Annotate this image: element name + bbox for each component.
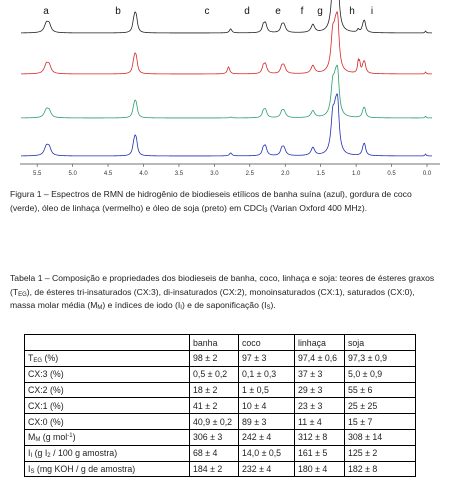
spectrum-traces (21, 0, 432, 156)
x-axis-tick-label: 5.0 (68, 171, 77, 177)
peak-label-a: a (43, 6, 49, 17)
header-cell-empty (25, 335, 190, 351)
peak-label-e: e (275, 6, 281, 17)
x-axis-tick-label: 2.0 (281, 171, 290, 177)
cell-value: 5,0 ± 0,9 (345, 366, 416, 382)
x-axis-tick-label: 3.5 (174, 171, 184, 177)
row-label: $T_{EG}$ (%) (25, 351, 190, 367)
table-row (25, 445, 416, 461)
cell-value: 308 ± 14 (345, 429, 416, 445)
cell-value: 1 ± 0,5 (239, 382, 295, 398)
x-axis-tick-label: 5.5 (33, 171, 42, 177)
peak-labels (43, 6, 373, 17)
cell-value: 14,0 ± 0,5 (239, 445, 295, 461)
cell-value: 40,9 ± 0,2 (190, 414, 239, 430)
peak-label-i: i (370, 6, 374, 17)
cell-value: 55 ± 6 (345, 382, 416, 398)
cell-value: 125 ± 2 (345, 445, 416, 461)
row-label: CX:0 (%) (25, 414, 190, 430)
header-cell-coco: coco (239, 335, 295, 351)
x-axis-tick-label: 3.0 (210, 171, 219, 177)
table-row (25, 366, 416, 382)
peak-label-h: h (349, 6, 355, 17)
cell-value: 180 ± 4 (295, 461, 345, 477)
spectrum-trace-red (21, 12, 432, 74)
composition-table (24, 334, 416, 477)
cell-value: 184 ± 2 (190, 461, 239, 477)
peak-label-d: d (244, 6, 250, 17)
cell-value: 15 ± 7 (345, 414, 416, 430)
table-row (25, 398, 416, 414)
cell-value: 312 ± 8 (295, 429, 345, 445)
cell-value: 98 ± 2 (190, 351, 239, 367)
table-row (25, 461, 416, 477)
cell-value: 161 ± 5 (295, 445, 345, 461)
x-axis-tick-label: 1.5 (316, 171, 325, 177)
table-row (25, 414, 416, 430)
row-label: $I_I$ (g $I_2 / 100$ g amostra) (25, 445, 190, 461)
table-row (25, 429, 416, 445)
table-row (25, 382, 416, 398)
row-label: CX:3 (%) (25, 366, 190, 382)
x-axis-tick-label: 0.0 (422, 171, 432, 177)
x-axis-tick-label: 2.5 (245, 171, 254, 177)
spectrum-trace-blue (21, 94, 432, 156)
cell-value: 242 ± 4 (239, 429, 295, 445)
peak-label-g: g (317, 6, 323, 17)
cell-value: 232 ± 4 (239, 461, 295, 477)
table-header-row (25, 335, 416, 351)
x-axis-tick-label: 1.0 (351, 171, 361, 177)
header-cell-banha: banha (190, 335, 239, 351)
cell-value: 182 ± 8 (345, 461, 416, 477)
header-cell-linhaca: linhaça (295, 335, 345, 351)
table-caption: Tabela 1 – Composição e propriedades dos biodieseis de banha, coco, linhaça e soja: teores de ésteres graxos $(T_{EG})$, de ésteres tri-insaturados (CX:3), di-insaturados (CX:2), monoinsaturados (CX:1), saturados (CX:0), massa molar média $(M_M)$ e índices de iodo $(I_I)$ e de saponificação $(I_S)$. (10, 273, 435, 311)
x-axis-tick-label: 0.5 (387, 171, 396, 177)
peak-label-b: b (115, 6, 121, 17)
cell-value: 37 ± 3 (295, 366, 345, 382)
row-label: $I_S$ (mg KOH / g de amostra) (25, 461, 190, 477)
row-label: CX:1 (%) (25, 398, 190, 414)
x-axis-tick-label: 4.5 (103, 171, 113, 177)
cell-value: 41 ± 2 (190, 398, 239, 414)
cell-value: 0,5 ± 0,2 (190, 366, 239, 382)
cell-value: 23 ± 3 (295, 398, 345, 414)
cell-value: 97,4 ± 0,6 (295, 351, 345, 367)
cell-value: 29 ± 3 (295, 382, 345, 398)
header-cell-soja: soja (345, 335, 416, 351)
table-row (25, 351, 416, 367)
x-axis-ticks (33, 164, 432, 177)
x-axis-tick-label: 4.0 (139, 171, 148, 177)
peak-label-f: f (300, 6, 304, 17)
cell-value: 68 ± 4 (190, 445, 239, 461)
cell-value: 11 ± 4 (295, 414, 345, 430)
cell-value: 25 ± 25 (345, 398, 416, 414)
row-label: $M_M$ (g mol$^{-1}$) (25, 429, 190, 445)
cell-value: 89 ± 3 (239, 414, 295, 430)
row-label: CX:2 (%) (25, 382, 190, 398)
cell-value: 10 ± 4 (239, 398, 295, 414)
cell-value: 97,3 ± 0,9 (345, 351, 416, 367)
cell-value: 0,1 ± 0,3 (239, 366, 295, 382)
figure-caption: Figura 1 – Espectros de RMN de hidrogênio de biodieseis etílicos de banha suína (azul), gordura de coco (verde), óleo de linhaça (vermelho) e óleo de soja (preto) em CDCl$_3$ (Varian Oxford 400 MHz). (10, 189, 412, 214)
cell-value: 306 ± 3 (190, 429, 239, 445)
cell-value: 97 ± 3 (239, 351, 295, 367)
peak-label-c: c (204, 6, 210, 17)
cell-value: 18 ± 2 (190, 382, 239, 398)
nmr-spectra-figure (0, 0, 452, 182)
